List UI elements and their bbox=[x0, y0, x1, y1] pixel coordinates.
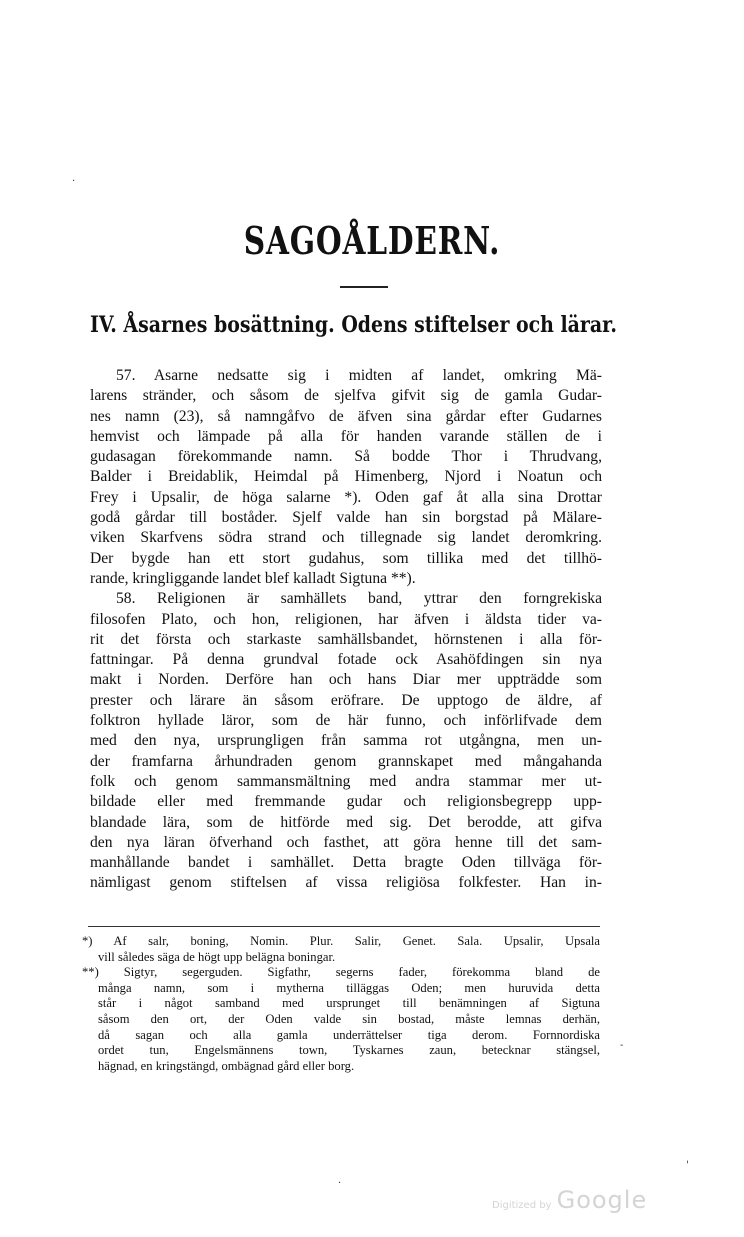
body-line: nämligast genom stiftelsen af vissa religiösa folkfester. Han in- bbox=[90, 874, 602, 892]
footnote-line: **) Sigtyr, segerguden. Sigfathr, segerns fader, förekomma bland de bbox=[82, 965, 600, 980]
body-line: med den nya, ursprungligen från samma rot utgångna, men un- bbox=[90, 732, 602, 750]
body-line: rande, kringliggande landet blef kalladt Sigtuna **). bbox=[90, 569, 416, 587]
body-line: larens stränder, och såsom de sjelfva gifvit sig de gamla Gudar- bbox=[90, 387, 602, 405]
body-line: nes namn (23), så namngåfvo de äfven sina gårdar efter Gudarnes bbox=[90, 407, 602, 425]
body-line: 58. Religionen är samhällets band, yttrar den forngrekiska bbox=[116, 590, 602, 608]
footnotes bbox=[82, 934, 600, 1074]
title-rule bbox=[340, 286, 388, 288]
body-line: Der bygde han ett stort gudahus, som tillika med det tillhö- bbox=[90, 549, 602, 567]
body-line: blandade lära, som de hitförde med sig. Det berodde, att gifva bbox=[90, 813, 602, 831]
body-text bbox=[90, 366, 602, 894]
body-line: den nya läran öfverhand och fasthet, att göra henne till det sam- bbox=[90, 833, 602, 851]
footnote-line: många namn, som i mytherna tilläggas Oden; men huruvida detta bbox=[98, 980, 600, 995]
body-line: godå gårdar till boståder. Sjelf valde han sin borgstad på Mälare- bbox=[90, 509, 602, 527]
footnote-line: *) Af salr, boning, Nomin. Plur. Salir, Genet. Sala. Upsalir, Upsala bbox=[82, 934, 600, 948]
body-line: folk och genom sammansmältning med andra stammar mer ut- bbox=[90, 772, 602, 790]
stray-dash-mark: - bbox=[620, 1040, 624, 1051]
digitized-watermark bbox=[492, 1186, 647, 1214]
body-line: der framfarna århundraden genom grannskapet med mångahanda bbox=[90, 752, 602, 770]
footnote-line: hägnad, en kringstängd, ombägnad gård eller borg. bbox=[98, 1058, 355, 1073]
page-title: SAGOÅLDERN. bbox=[243, 218, 501, 263]
stray-dot-mark: · bbox=[338, 1178, 342, 1189]
body-line: hemvist och lämpade på alla för handen varande ställen de i bbox=[90, 427, 602, 445]
chapter-heading: IV. Åsarnes bosättning. Odens stiftelser och lärar. bbox=[90, 312, 617, 338]
body-line: gudasagan förekommande namn. Så bodde Thor i Thrudvang, bbox=[90, 448, 602, 466]
body-line: viken Skarfvens södra strand och tillegnade sig landet deromkring. bbox=[90, 529, 602, 547]
watermark-logo-text: Google bbox=[556, 1186, 648, 1214]
body-line: fattningar. På denna grundval fotade ock Asahöfdingen sin nya bbox=[90, 651, 602, 669]
stray-tick-mark: ' bbox=[686, 1160, 689, 1171]
body-line: bildade eller med fremmande gudar och religionsbegrepp upp- bbox=[90, 793, 602, 811]
watermark-small-text: Digitized by bbox=[492, 1200, 552, 1211]
stray-dot-mark: · bbox=[72, 176, 76, 187]
body-line: rit det första och starkaste samhällsbandet, hörnstenen i alla för- bbox=[90, 630, 602, 648]
body-line: makt i Norden. Derföre han och hans Diar mer uppträdde som bbox=[90, 671, 602, 689]
footnote-line: ordet tun, Engelsmännens town, Tyskarnes zaun, betecknar stängsel, bbox=[98, 1043, 600, 1058]
body-line: filosofen Plato, och hon, religionen, har äfven i äldsta tider va- bbox=[90, 610, 602, 628]
footnote-line: såsom den ort, der Oden valde sin bostad, måste lemnas derhän, bbox=[98, 1011, 600, 1026]
footnote-rule bbox=[88, 926, 600, 927]
body-line: manhållande bandet i samhället. Detta bragte Oden tillväga för- bbox=[90, 854, 602, 872]
body-line: Frey i Upsalir, de höga salarne *). Oden gaf åt alla sina Drottar bbox=[90, 488, 602, 506]
footnote-line: vill således säga de högt upp belägna boningar. bbox=[98, 949, 336, 964]
body-line: Balder i Breidablik, Heimdal på Himenberg, Njord i Noatun och bbox=[90, 468, 602, 486]
body-line: 57. Asarne nedsatte sig i midten af landet, omkring Mä- bbox=[116, 367, 602, 384]
body-line: prester och lärare än såsom eröfrare. De upptogo de äldre, af bbox=[90, 691, 602, 709]
footnote-line: står i något samband med ursprunget till benämningen af Sigtuna bbox=[98, 996, 600, 1011]
footnote-line: då sagan och alla gamla underrättelser tiga derom. Fornnordiska bbox=[98, 1027, 600, 1042]
body-line: folktron hyllade läror, som de här funno, och införlifvade dem bbox=[90, 712, 602, 730]
